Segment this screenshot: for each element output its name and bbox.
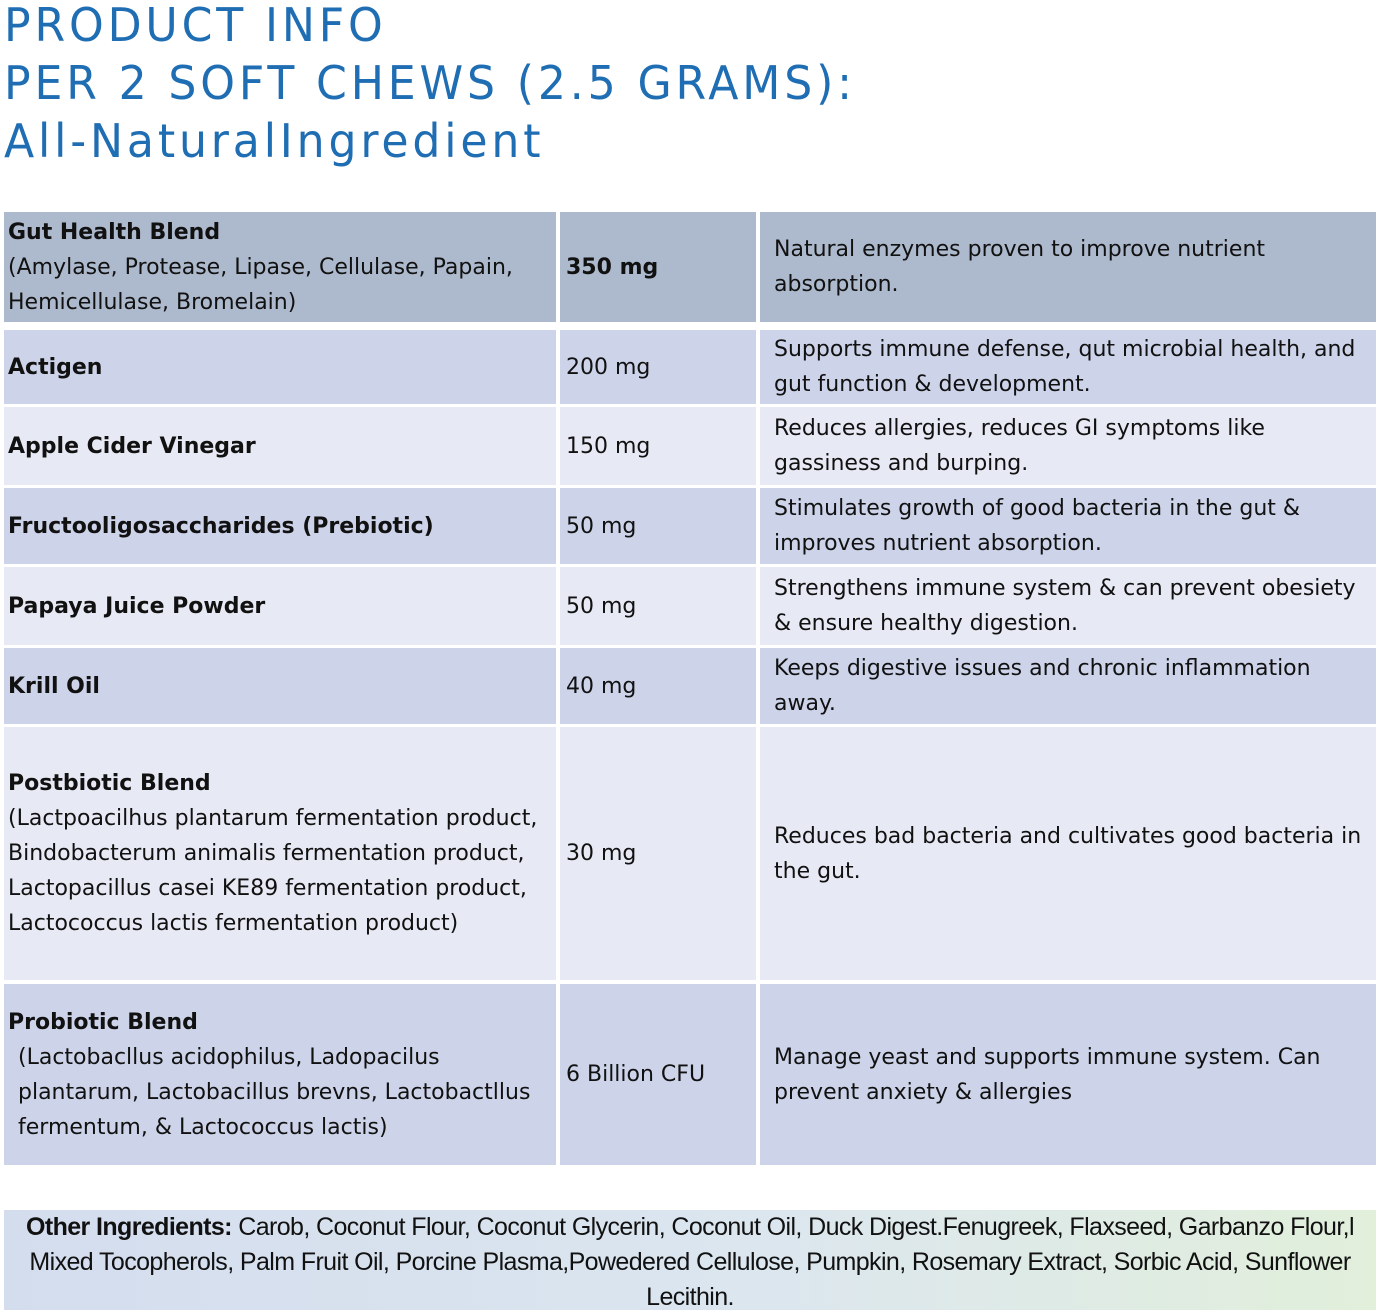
ingredient-name-cell <box>4 727 556 980</box>
ingredient-description: Stimulates growth of good bacteria in the gut & improves nutrient absorption. <box>760 488 1376 564</box>
ingredient-amount: 50 mg <box>560 567 756 645</box>
table-row <box>4 567 1376 645</box>
table-row <box>4 727 1376 980</box>
table-row <box>4 648 1376 724</box>
ingredient-amount: 150 mg <box>560 407 756 485</box>
product-info-header <box>4 0 891 170</box>
ingredient-description: Keeps digestive issues and chronic inflammation away. <box>760 648 1376 724</box>
ingredient-amount: 40 mg <box>560 648 756 724</box>
ingredient-description: Manage yeast and supports immune system. Can prevent anxiety & allergies <box>760 984 1376 1165</box>
ingredient-components: (Amylase, Protease, Lipase, Cellulase, Papain, Hemicellulase, Bromelain) <box>8 254 513 315</box>
ingredient-description: Supports immune defense, qut microbial health, and gut function & development. <box>760 330 1376 404</box>
title-product-info: PRODUCT INFO <box>4 0 387 52</box>
ingredient-description: Reduces bad bacteria and cultivates good bacteria in the gut. <box>760 727 1376 980</box>
table-row <box>4 330 1376 404</box>
ingredient-name: Krill Oil <box>4 648 556 724</box>
other-ingredients-panel <box>4 1210 1376 1310</box>
table-row <box>4 984 1376 1165</box>
ingredient-description: Natural enzymes proven to improve nutrient absorption. <box>760 212 1376 322</box>
ingredient-name: Fructooligosaccharides (Prebiotic) <box>4 488 556 564</box>
table-row <box>4 407 1376 485</box>
ingredient-name: Postbiotic Blend <box>8 771 211 796</box>
other-ingredients-text: Carob, Coconut Flour, Coconut Glycerin, Coconut Oil, Duck Digest.Fenugreek, Flaxseed, Garbanzo Flour,l Mixed Tocopherols, Palm Fruit Oil, Porcine Plasma,Powedered Cellulose, Pumpkin, Rosemary Extract, Sorbic Acid, Sunflower Lecithin. <box>29 1213 1354 1311</box>
ingredient-amount: 350 mg <box>560 212 756 322</box>
ingredient-amount: 50 mg <box>560 488 756 564</box>
ingredient-amount: 30 mg <box>560 727 756 980</box>
ingredient-amount: 6 Billion CFU <box>560 984 756 1165</box>
title-all-natural: All-NaturalIngredient <box>4 114 545 168</box>
ingredient-name-cell <box>4 212 556 322</box>
table-row <box>4 488 1376 564</box>
ingredient-description: Reduces allergies, reduces GI symptoms like gassiness and burping. <box>760 407 1376 485</box>
table-row <box>4 212 1376 322</box>
other-ingredients-label: Other Ingredients: <box>26 1213 232 1241</box>
ingredient-description: Strengthens immune system & can prevent obesiety & ensure healthy digestion. <box>760 567 1376 645</box>
ingredient-components: (Lactobacllus acidophilus, Ladopacilus plantarum, Lactobacillus brevns, Lactobactllus fermentum, & Lactococcus lactis) <box>18 1044 531 1140</box>
title-serving-size: PER 2 SOFT CHEWS (2.5 GRAMS): <box>4 56 856 110</box>
ingredient-name: Apple Cider Vinegar <box>4 407 556 485</box>
ingredient-name: Probiotic Blend <box>8 1009 198 1035</box>
ingredient-name: Actigen <box>4 330 556 404</box>
ingredient-components: (Lactpoacilhus plantarum fermentation product, Bindobacterum animalis fermentation product, Lactopacillus casei KE89 fermentation product, Lactococcus lactis fermentation product) <box>8 806 538 936</box>
ingredient-name: Gut Health Blend <box>8 219 221 245</box>
ingredient-name-cell <box>4 984 556 1165</box>
ingredient-name: Papaya Juice Powder <box>4 567 556 645</box>
ingredient-amount: 200 mg <box>560 330 756 404</box>
